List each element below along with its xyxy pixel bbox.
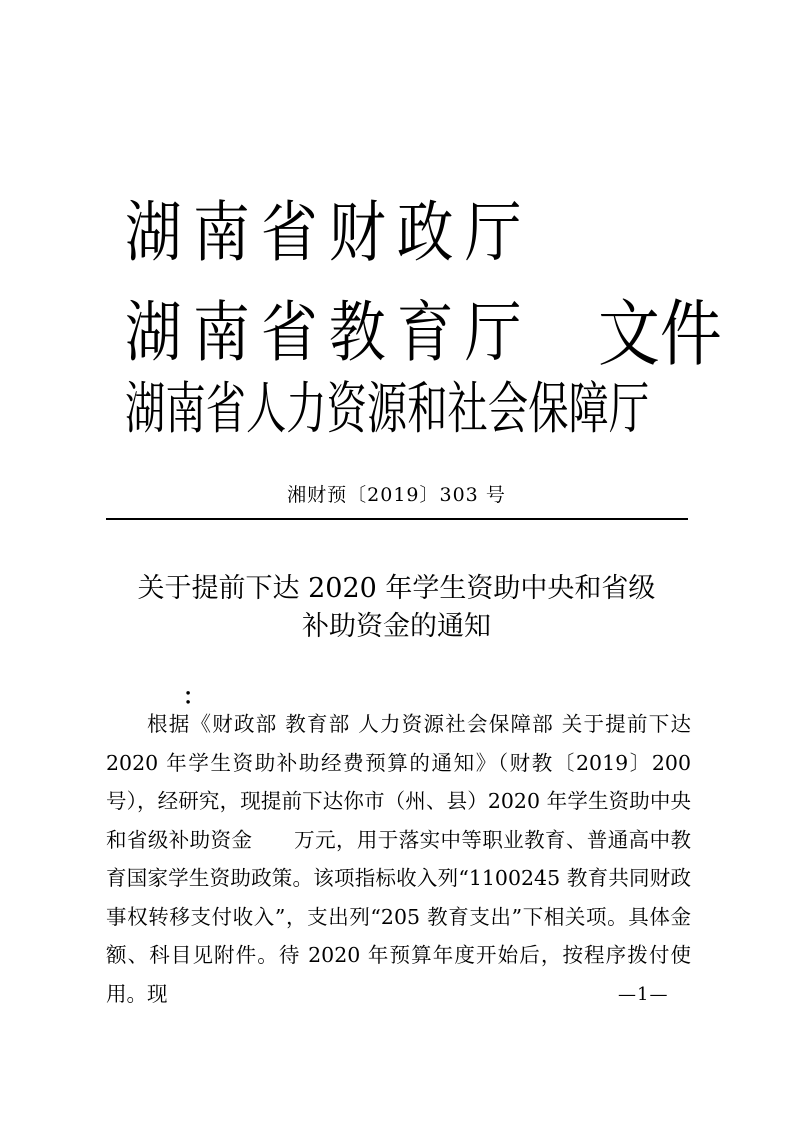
issuing-org-education: 湖南省教育厅 — [125, 294, 533, 371]
body-paragraph: 根据《财政部 教育部 人力资源社会保障部 关于提前下达 2020 年学生资助补助经费预算的通知》（财教〔2019〕200 号），经研究，现提前下达你市（州、县）2020 年学生资助中央和省级补助资金 万元，用于落实中等职业教育、普通高中教育国家学生资助政策。该项指标收入列“1100245 教育共同财政事权转移支付收入”，支出列“205 教育支出”下相关项。具体金额、科目见附件。待 2020 年预算年度开始后，按程序拨付使用。现 — [106, 712, 691, 1006]
document-title-line-1: 关于提前下达 2020 年学生资助中央和省级 — [137, 573, 656, 604]
recipient-line: ： — [183, 684, 206, 710]
issuing-org-finance: 湖南省财政厅 — [125, 194, 533, 271]
document-number: 湘财预〔2019〕303 号 — [287, 484, 506, 506]
document-suffix: 文件 — [598, 292, 722, 376]
page-number: —1— — [618, 984, 669, 1005]
issuing-authorities-header — [0, 0, 793, 470]
issuing-org-human-resources: 湖南省人力资源和社会保障厅 — [125, 377, 650, 442]
document-title — [100, 570, 693, 646]
document-title-line-2: 补助资金的通知 — [302, 611, 491, 642]
header-divider — [106, 518, 688, 520]
